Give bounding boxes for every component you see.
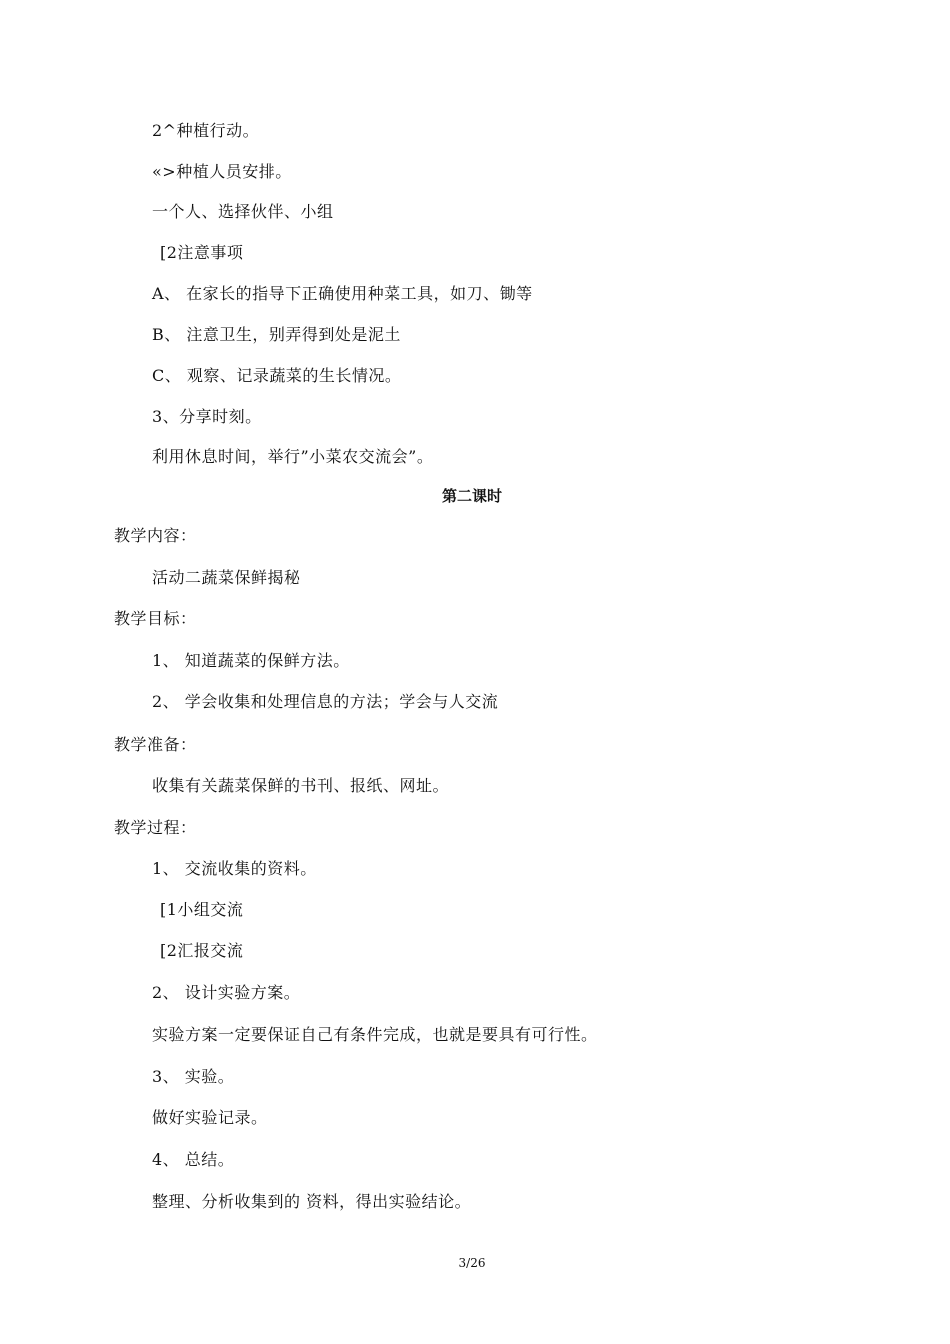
planting-action-line: 2^种植行动。	[152, 121, 260, 140]
sharing-text: 利用休息时间，举行”小菜农交流会”。	[152, 447, 434, 466]
grouping-options-line: 一个人、选择伙伴、小组	[152, 202, 334, 221]
step-3-text: 做好实验记录。	[152, 1108, 268, 1127]
step-4: 4、 总结。	[152, 1150, 235, 1169]
step-1: 1、 交流收集的资料。	[152, 859, 317, 878]
prep-label: 教学准备：	[114, 735, 197, 754]
step-1b: [2汇报交流	[160, 941, 244, 960]
sharing-title: 3、分享时刻。	[152, 407, 262, 426]
content-text: 活动二蔬菜保鲜揭秘	[152, 568, 301, 587]
process-label: 教学过程：	[114, 818, 197, 837]
prep-text: 收集有关蔬菜保鲜的书刊、报纸、网址。	[152, 776, 450, 795]
goals-label: 教学目标：	[114, 609, 197, 628]
precaution-c: C、 观察、记录蔬菜的生长情况。	[152, 366, 402, 385]
step-4-text: 整理、分析收集到的 资料，得出实验结论。	[152, 1192, 472, 1211]
step-2-text: 实验方案一定要保证自己有条件完成，也就是要具有可行性。	[152, 1025, 598, 1044]
lesson2-heading: 第二课时	[441, 487, 502, 505]
step-1a: [1小组交流	[160, 900, 244, 919]
content-label: 教学内容：	[114, 526, 197, 545]
goal-1: 1、 知道蔬菜的保鲜方法。	[152, 651, 350, 670]
goal-2: 2、 学会收集和处理信息的方法；学会与人交流	[152, 692, 499, 711]
staff-arrangement-line: «>种植人员安排。	[152, 162, 292, 181]
page-number: 3/26	[458, 1256, 486, 1270]
step-2: 2、 设计实验方案。	[152, 983, 301, 1002]
precautions-title: [2注意事项	[160, 243, 244, 262]
precaution-a: A、 在家长的指导下正确使用种菜工具，如刀、锄等	[152, 284, 533, 303]
precaution-b: B、 注意卫生，别弄得到处是泥土	[152, 325, 401, 344]
step-3: 3、 实验。	[152, 1067, 235, 1086]
